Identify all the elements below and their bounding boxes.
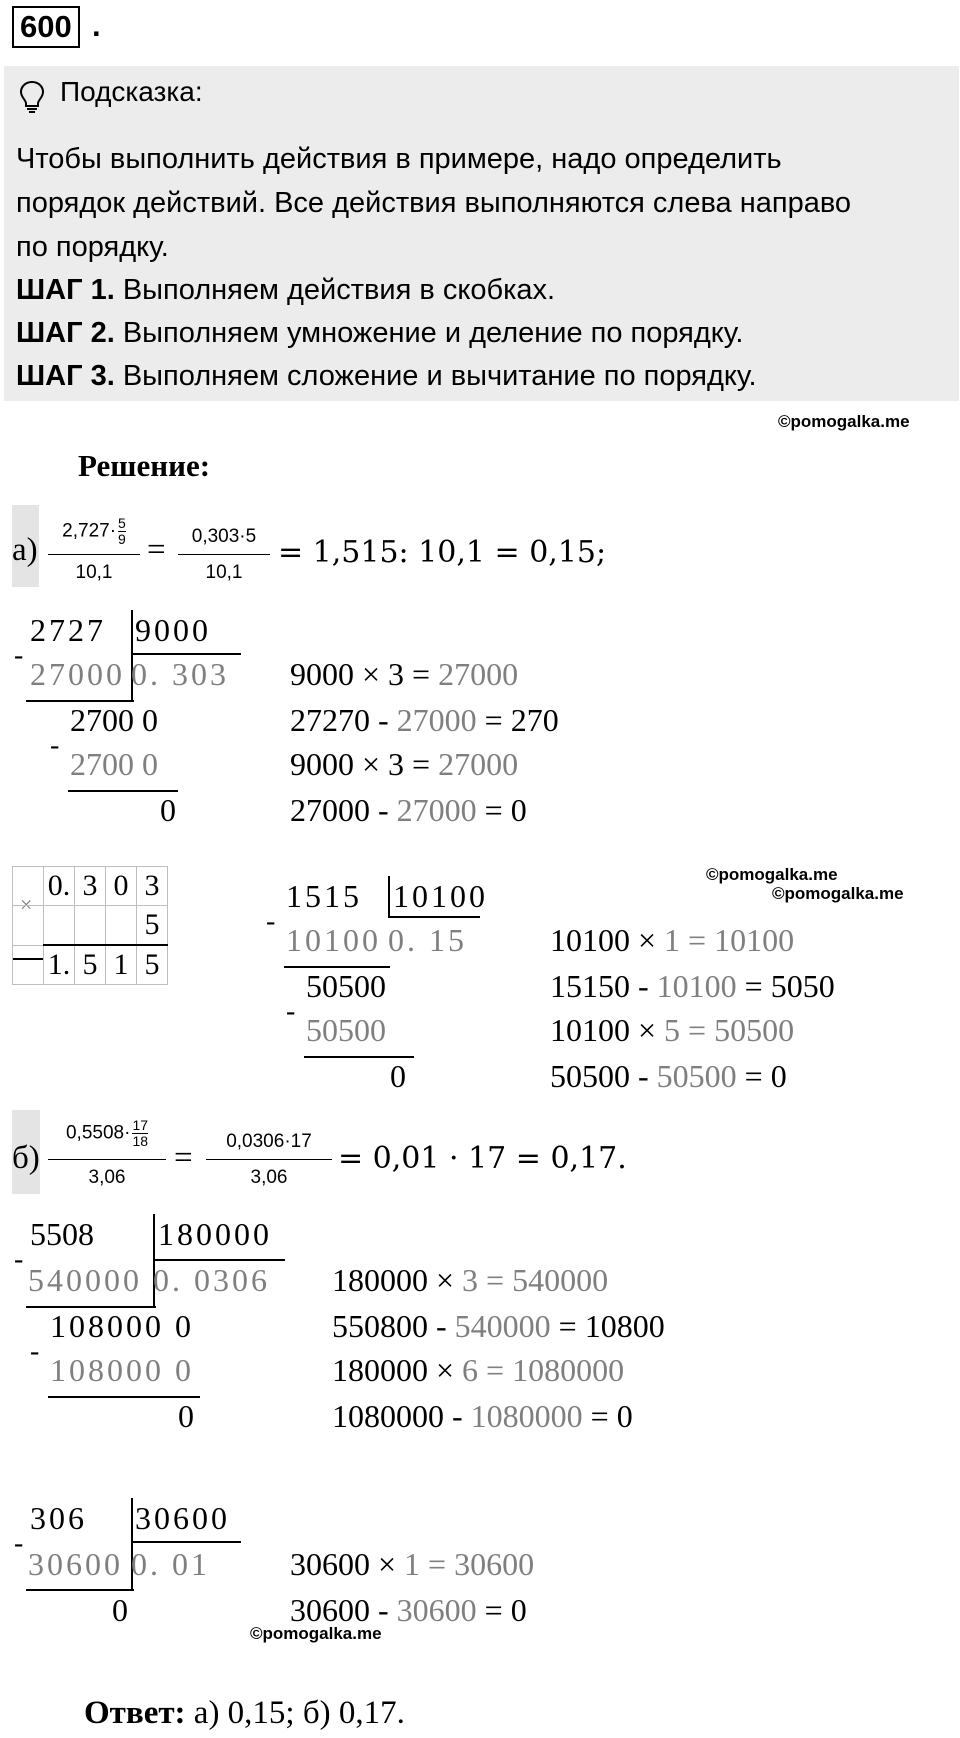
hint-step-2 [16, 317, 743, 350]
note-text: = 270 [476, 702, 559, 738]
dividend: 2727 [30, 612, 106, 648]
note-grey: 27000 [438, 656, 519, 692]
note-text: 27000 - [290, 792, 397, 828]
remainder: 0 [160, 792, 176, 828]
note-grey: 1080000 [470, 1398, 583, 1434]
division-bracket [131, 1541, 241, 1543]
answer [84, 1695, 405, 1732]
subtrahend: 10100 [286, 922, 381, 958]
part-b-fraction-1 [48, 1114, 166, 1198]
calc-note [550, 968, 835, 1005]
note-text: 9000 × 3 = [290, 656, 439, 692]
part-b-fraction-2 [206, 1114, 332, 1198]
solution-heading: Решение: [78, 448, 211, 483]
quotient: 0. 0306 [153, 1262, 270, 1298]
watermark: ©pomogalka.me [778, 412, 910, 431]
grid-cell [13, 945, 44, 985]
note-text: 9000 × 3 = [290, 746, 439, 782]
note-text: 1080000 - [332, 1398, 471, 1434]
subtrahend: 50500 [306, 1012, 386, 1048]
task-number: 600 [12, 6, 80, 48]
dividend: 306 [30, 1500, 87, 1536]
grid-cell [106, 906, 137, 946]
fraction-denominator: 3,06 [88, 1167, 126, 1188]
note-grey: 10100 [656, 968, 737, 1004]
calc-note [290, 1546, 534, 1583]
divisor: 180000 [158, 1216, 272, 1252]
note-text: 180000 × [332, 1262, 463, 1298]
note-text: = 0 [736, 1058, 787, 1094]
hint-line: по порядку. [16, 231, 169, 263]
dividend: 1515 [286, 878, 362, 914]
subtrahend: 30600 [28, 1546, 123, 1582]
part-a-label: а) [12, 532, 38, 568]
note-text: = 0 [476, 792, 527, 828]
note-text: 27270 - [290, 702, 397, 738]
hint-step-text: Выполняем сложение и вычитание по порядку. [122, 360, 757, 392]
calc-note [290, 792, 527, 829]
grid-cell: 5 [137, 906, 168, 946]
mixed-fraction [118, 516, 126, 547]
fraction-numerator: 0,303·5 [191, 526, 257, 547]
note-grey: 27000 [396, 702, 477, 738]
minus-sign: - [30, 1336, 40, 1367]
quotient: 0. 303 [131, 656, 229, 692]
calc-note [332, 1352, 624, 1389]
grid-cell [13, 867, 44, 906]
remainder: 0 [390, 1058, 406, 1094]
mini-numerator: 5 [118, 515, 126, 531]
remainder: 0 [112, 1592, 128, 1628]
note-text: = 10800 [550, 1308, 665, 1344]
subtrahend: 2700 0 [70, 746, 158, 782]
fraction-bar [206, 1159, 332, 1160]
note-text: = 0 [582, 1398, 633, 1434]
subtrahend: 540000 [28, 1262, 142, 1298]
grid-cell [13, 906, 44, 946]
grid-cell: 0. [44, 867, 75, 906]
grid-cell: 3 [75, 867, 106, 906]
fraction-bar [48, 554, 140, 555]
grid-cell: 5 [137, 945, 168, 985]
note-grey: 5 = 50500 [664, 1012, 795, 1048]
mini-denominator: 9 [118, 531, 126, 547]
note-grey: 6 = 1080000 [462, 1352, 625, 1388]
quotient: 0. 01 [131, 1546, 210, 1582]
fraction-denominator: 10,1 [75, 562, 113, 583]
calc-note [550, 1012, 794, 1049]
calc-note [550, 1058, 787, 1095]
minus-sign: - [14, 640, 24, 671]
part-a-result: = 1,515: 10,1 = 0,15; [278, 535, 607, 570]
calc-note [290, 656, 518, 693]
task-number-dot: . [92, 8, 101, 43]
calc-note [332, 1398, 633, 1435]
equals-sign: = [147, 532, 166, 568]
note-grey: 3 = 540000 [462, 1262, 609, 1298]
calc-note [290, 702, 559, 739]
divisor: 10100 [393, 878, 488, 914]
quotient: 0. 15 [388, 922, 467, 958]
remainder: 108000 0 [50, 1308, 194, 1344]
grid-cell: 3 [137, 867, 168, 906]
fraction-numerator: 0,0306·17 [226, 1131, 312, 1152]
remainder: 0 [178, 1398, 194, 1434]
calc-note [550, 922, 794, 959]
note-text: 30600 × [290, 1546, 405, 1582]
note-grey: 50500 [656, 1058, 737, 1094]
minus-sign: - [286, 996, 296, 1027]
watermark: ©pomogalka.me [250, 1624, 382, 1643]
remainder: 50500 [306, 968, 386, 1004]
note-grey: 30600 [396, 1592, 477, 1628]
note-grey: 27000 [396, 792, 477, 828]
divisor: 9000 [135, 612, 211, 648]
watermark: ©pomogalka.me [772, 884, 904, 903]
mini-denominator: 18 [132, 1133, 149, 1149]
subtrahend: 108000 0 [50, 1352, 194, 1388]
grid-cell: 1. [44, 945, 75, 985]
fraction-bar [48, 1159, 166, 1160]
part-a-fraction-2 [178, 512, 270, 592]
division-bracket [131, 653, 241, 655]
part-b-label: б) [12, 1140, 40, 1176]
grid-cell [75, 906, 106, 946]
lightbulb-icon [18, 80, 46, 114]
note-text: 180000 × [332, 1352, 463, 1388]
division-bracket [388, 916, 480, 918]
division-bracket [388, 876, 390, 918]
minus-sign: - [266, 906, 276, 937]
subtrahend: 27000 [30, 656, 125, 692]
hint-step-3 [16, 360, 757, 393]
equals-sign: = [174, 1140, 193, 1176]
note-text: = 5050 [736, 968, 835, 1004]
note-grey: 27000 [438, 746, 519, 782]
hint-step-label: ШАГ 3. [16, 360, 115, 392]
hint-line: Чтобы выполнить действия в примере, надо определить [16, 143, 782, 175]
grid-cell [44, 906, 75, 946]
hint-line: порядок действий. Все действия выполняются слева направо [16, 187, 852, 219]
note-text: 550800 - [332, 1308, 455, 1344]
underline [26, 1589, 134, 1591]
note-text: 15150 - [550, 968, 657, 1004]
calc-note [290, 746, 518, 783]
remainder: 2700 0 [70, 702, 158, 738]
multiplication-table [12, 866, 168, 985]
answer-label: Ответ: [84, 1695, 186, 1731]
note-text: 10100 × [550, 922, 665, 958]
note-text: 30600 - [290, 1592, 397, 1628]
multiply-sign: × [20, 892, 33, 917]
note-text: 10100 × [550, 1012, 665, 1048]
watermark: ©pomogalka.me [706, 865, 838, 884]
note-grey: 540000 [454, 1308, 551, 1344]
part-a-fraction-1 [48, 512, 140, 592]
divisor: 30600 [135, 1500, 230, 1536]
answer-text: а) 0,15; б) 0,17. [193, 1695, 405, 1731]
minus-sign: - [14, 1528, 24, 1559]
hint-step-text: Выполняем действия в скобках. [122, 274, 556, 306]
note-text: 50500 - [550, 1058, 657, 1094]
calc-note [332, 1308, 665, 1345]
hint-step-1 [16, 274, 555, 307]
grid-cell: 0 [106, 867, 137, 906]
dividend: 5508 [30, 1216, 94, 1252]
division-bracket [153, 1259, 285, 1261]
minus-sign: - [14, 1244, 24, 1275]
hint-step-text: Выполняем умножение и деление по порядку. [122, 317, 744, 349]
fraction-numerator: 0,5508· [65, 1122, 131, 1144]
fraction-bar [178, 554, 270, 555]
calc-note [332, 1262, 608, 1299]
note-grey: 1 = 10100 [664, 922, 795, 958]
hint-title: Подсказка: [60, 76, 203, 107]
note-text: = 0 [476, 1592, 527, 1628]
minus-sign: - [50, 730, 60, 761]
mini-numerator: 17 [132, 1117, 149, 1133]
grid-cell: 1 [106, 945, 137, 985]
part-b-result: = 0,01 · 17 = 0,17. [338, 1141, 627, 1176]
hint-step-label: ШАГ 2. [16, 317, 115, 349]
grid-cell: 5 [75, 945, 106, 985]
fraction-denominator: 10,1 [205, 562, 243, 583]
fraction-denominator: 3,06 [250, 1167, 288, 1188]
mixed-fraction [132, 1118, 148, 1149]
hint-step-label: ШАГ 1. [16, 274, 115, 306]
note-grey: 1 = 30600 [404, 1546, 535, 1582]
fraction-numerator: 2,727· [62, 520, 117, 542]
